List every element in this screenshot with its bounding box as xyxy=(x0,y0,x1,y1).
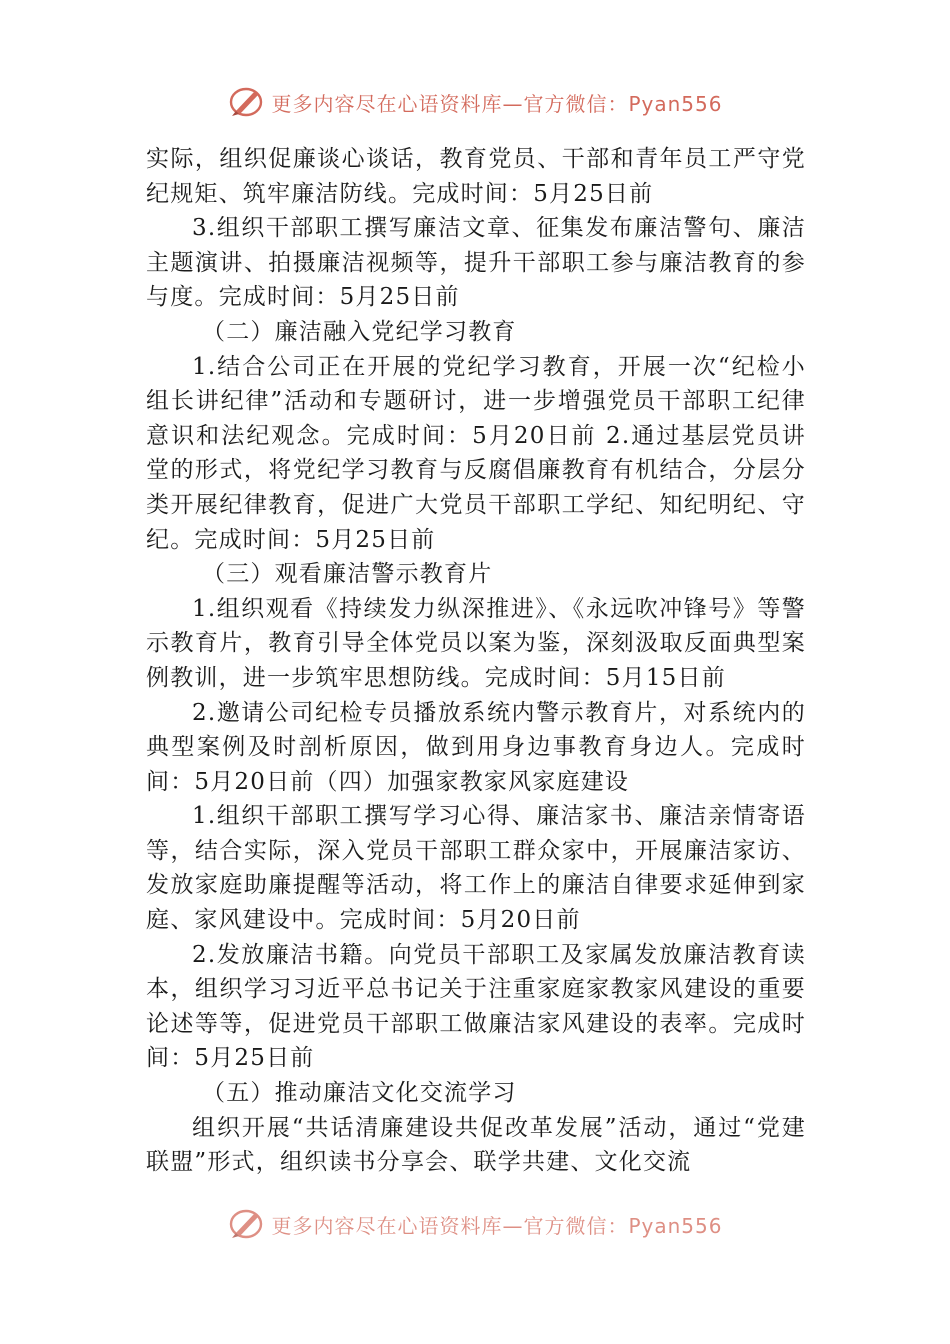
paragraph-item: 2.发放廉洁书籍。向党员干部职工及家属发放廉洁教育读本，组织学习习近平总书记关于注重家庭家教家风建设的重要论述等等，促进党员干部职工做廉洁家风建设的表率。完成时间：5月25日前 xyxy=(146,941,806,1072)
watermark-text-bottom: 更多内容尽在心语资料库—官方微信：Pyan556 xyxy=(271,1213,723,1238)
paragraph-item: 1.组织干部职工撰写学习心得、廉洁家书、廉洁亲情寄语等，结合实际，深入党员干部职工群众家中，开展廉洁家访、发放家庭助廉提醒等活动，将工作上的廉洁自律要求延伸到家庭、家风建设中。完成时间：5月20日前 xyxy=(146,803,806,934)
paragraph-item: 1.结合公司正在开展的党纪学习教育，开展一次“纪检小组长讲纪律”活动和专题研讨，进一步增强党员干部职工纪律意识和法纪观念。完成时间：5月20日前 2.通过基层党员讲堂的形式，将党纪学习教育与反腐倡廉教育有机结合，分层分类开展纪律教育，促进广大党员干部职工学纪、知纪明纪、守纪。完成时间：5月25日前 xyxy=(146,353,806,553)
paragraph-item: 3.组织干部职工撰写廉洁文章、征集发布廉洁警句、廉洁主题演讲、拍摄廉洁视频等，提升干部职工参与廉洁教育的参与度。完成时间：5月25日前 xyxy=(146,215,806,311)
paragraph-item: 组织开展“共话清廉建设共促改革发展”活动，通过“党建联盟”形式，组织读书分享会、联学共建、文化交流 xyxy=(146,1114,806,1176)
pen-logo-icon xyxy=(227,1207,265,1241)
watermark-banner-top xyxy=(0,82,950,122)
paragraph-continuation: 实际，组织促廉谈心谈话，教育党员、干部和青年员工严守党纪规矩、筑牢廉洁防线。完成时间：5月25日前 xyxy=(146,146,806,207)
section-heading-5: （五）推动廉洁文化交流学习 xyxy=(202,1080,517,1107)
section-heading-3: （三）观看廉洁警示教育片 xyxy=(202,561,493,588)
body-text xyxy=(146,142,806,1180)
pen-logo-icon xyxy=(227,85,265,119)
watermark-banner-bottom xyxy=(0,1204,950,1244)
paragraph-item: 1.组织观看《持续发力纵深推进》、《永远吹冲锋号》等警示教育片，教育引导全体党员以案为鉴，深刻汲取反面典型案例教训，进一步筑牢思想防线。完成时间：5月15日前 xyxy=(146,595,806,691)
watermark-text-top: 更多内容尽在心语资料库—官方微信：Pyan556 xyxy=(271,91,723,116)
section-heading-2: （二）廉洁融入党纪学习教育 xyxy=(202,318,517,345)
paragraph-item: 2.邀请公司纪检专员播放系统内警示教育片，对系统内的典型案例及时剖析原因，做到用身边事教育身边人。完成时间：5月20日前（四）加强家教家风家庭建设 xyxy=(146,699,806,795)
